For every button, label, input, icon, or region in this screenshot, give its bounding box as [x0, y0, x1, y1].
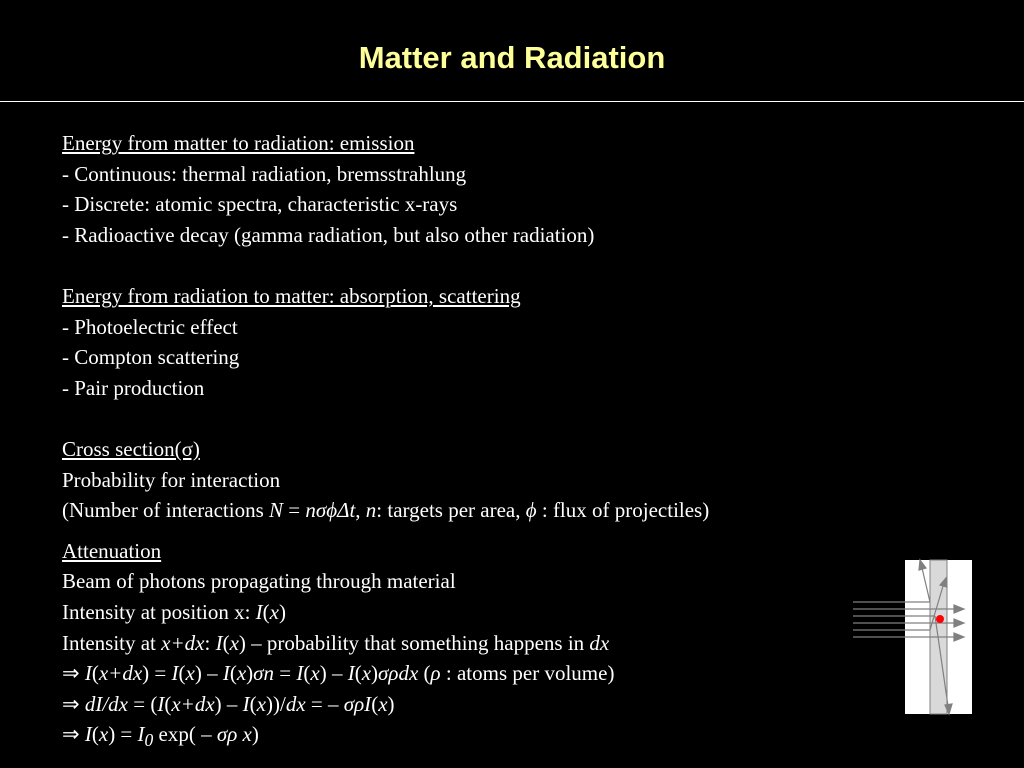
formula-text: ) [371, 661, 379, 686]
formula-text: = – [305, 691, 344, 716]
formula-symbol: x+dx [161, 630, 205, 655]
attenuation-beam: Beam of photons propagating through material [62, 569, 456, 594]
formula-text: ( [249, 691, 257, 716]
implies-symbol: ⇒ [62, 661, 85, 686]
formula-symbol: σρI [343, 691, 372, 716]
formula-symbol: dx [589, 630, 610, 655]
formula-text: : flux of projectiles) [536, 498, 710, 523]
formula-text: ) [278, 599, 286, 624]
formula-symbol: ρ [430, 661, 441, 686]
formula-text: ))/ [266, 691, 286, 716]
attenuation-diagram [850, 558, 974, 716]
equation-1 [62, 658, 962, 689]
formula-symbol: I [84, 661, 92, 686]
formula-symbol: x [229, 630, 239, 655]
formula-symbol: I [215, 630, 223, 655]
formula-symbol: x [185, 661, 195, 686]
formula-symbol: x [378, 691, 388, 716]
formula-symbol: σρdx [378, 661, 419, 686]
formula-subscript: 0 [144, 730, 154, 751]
formula-symbol: I [171, 661, 179, 686]
formula-text: Intensity at position x: [62, 599, 256, 624]
implies-symbol: ⇒ [62, 691, 85, 716]
formula-text: ) = [108, 722, 138, 747]
cross-section-formula [62, 495, 962, 526]
formula-text: ( [178, 661, 186, 686]
cross-section-heading: Cross section(σ) [62, 436, 200, 461]
formula-symbol: I [137, 722, 145, 747]
absorption-item: - Photoelectric effect [62, 314, 238, 339]
attenuation-heading: Attenuation [62, 538, 162, 563]
formula-symbol: I [255, 599, 263, 624]
formula-text: ( [262, 599, 270, 624]
title-divider [0, 101, 1024, 102]
absorption-heading: Energy from radiation to matter: absorption, scattering [62, 283, 521, 308]
formula-symbol: x [269, 599, 279, 624]
formula-text: : [204, 630, 216, 655]
equation-2 [62, 689, 962, 720]
attenuation-intensity-dx [62, 628, 962, 659]
spacer [62, 403, 962, 434]
formula-text: ) – [214, 691, 243, 716]
attenuation-intensity [62, 597, 962, 628]
formula-text: ) – [319, 661, 348, 686]
formula-symbol: x [361, 661, 372, 686]
spacer [62, 526, 962, 536]
formula-text: ) – [194, 661, 223, 686]
formula-symbol: x+dx [171, 691, 215, 716]
formula-symbol: I [157, 691, 165, 716]
formula-symbol: ϕ [525, 498, 537, 523]
formula-symbol: σn [253, 661, 275, 686]
formula-symbol: I [347, 661, 355, 686]
formula-text: exp( – [153, 722, 217, 747]
emission-item: - Radioactive decay (gamma radiation, but also other radiation) [62, 222, 595, 247]
slide-body [62, 128, 962, 756]
formula-text: , [355, 498, 366, 523]
formula-symbol: I [222, 661, 230, 686]
formula-text: ( [164, 691, 172, 716]
formula-text: : targets per area, [376, 498, 526, 523]
formula-text: ) [251, 722, 259, 747]
formula-text: ( [354, 661, 362, 686]
formula-symbol: dx [285, 691, 306, 716]
formula-text: ( [418, 661, 431, 686]
formula-symbol: n [365, 498, 377, 523]
formula-symbol: nσϕΔt [305, 498, 356, 523]
atom-marker [936, 615, 944, 623]
formula-text: (Number of interactions [62, 498, 270, 523]
formula-text: = ( [128, 691, 158, 716]
formula-text: = [274, 661, 297, 686]
formula-text: ( [222, 630, 230, 655]
formula-symbol: N [269, 498, 284, 523]
emission-item: - Continuous: thermal radiation, bremsstrahlung [62, 161, 467, 186]
slide-title: Matter and Radiation [358, 40, 666, 75]
cross-section-probability: Probability for interaction [62, 467, 281, 492]
formula-symbol: x [310, 661, 320, 686]
formula-text: ( [91, 661, 99, 686]
formula-text: = [283, 498, 306, 523]
formula-symbol: I [84, 722, 92, 747]
absorption-item: - Pair production [62, 375, 205, 400]
formula-text: ( [303, 661, 311, 686]
formula-symbol: x [236, 661, 247, 686]
equation-3 [62, 719, 962, 756]
formula-text: Intensity at [62, 630, 162, 655]
emission-heading: Energy from matter to radiation: emission [62, 131, 415, 155]
spacer [62, 250, 962, 281]
formula-symbol: σρ x [216, 722, 252, 747]
absorption-item: - Compton scattering [62, 345, 240, 370]
formula-text: ( [371, 691, 379, 716]
formula-text: : atoms per volume) [440, 661, 615, 686]
formula-symbol: I [296, 661, 304, 686]
formula-text: ) – probability that something happens in [238, 630, 590, 655]
formula-symbol: x [256, 691, 266, 716]
formula-symbol: dI/dx [84, 691, 129, 716]
formula-text: ( [91, 722, 99, 747]
formula-symbol: x [98, 722, 109, 747]
formula-symbol: I [242, 691, 250, 716]
formula-text: ) [387, 691, 395, 716]
formula-symbol: x+dx [98, 661, 143, 686]
formula-text: ( [229, 661, 237, 686]
formula-text: ) [246, 661, 254, 686]
implies-symbol: ⇒ [62, 722, 85, 747]
emission-item: - Discrete: atomic spectra, characteristic x-rays [62, 192, 458, 217]
formula-text: ) = [142, 661, 172, 686]
